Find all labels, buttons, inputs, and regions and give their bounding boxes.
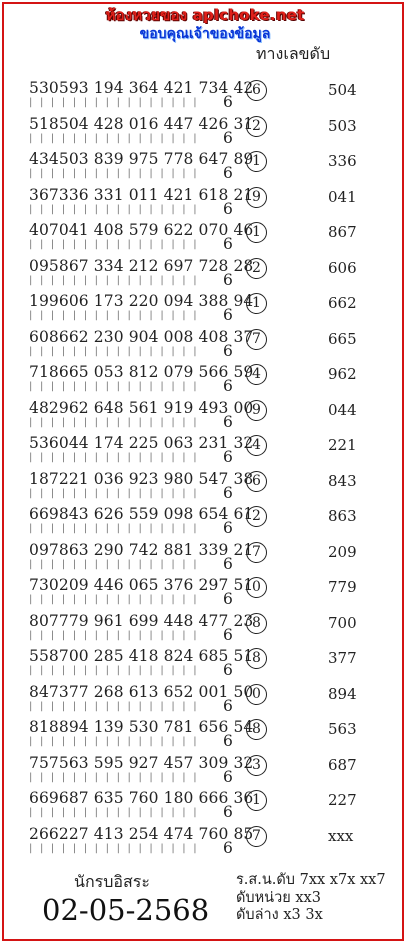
tick-marks: | | | | | | | | | | | | | | | | — [29, 665, 199, 676]
tick-marks: | | | | | | | | | | | | | | | | — [29, 381, 199, 392]
result-number: 041 — [328, 187, 357, 206]
result-number: 863 — [328, 507, 357, 525]
column-heading: ทางเลขดับ — [256, 44, 331, 63]
table-row — [0, 221, 410, 256]
number-suffix: 6 — [223, 625, 233, 644]
circled-digit: 0 — [246, 577, 267, 598]
number-sequence: 199606 173 220 094 388 94 — [29, 292, 254, 310]
table-row — [0, 754, 410, 789]
note-line-2: ดับหน่วย xx3 — [236, 890, 321, 906]
table-row — [0, 115, 410, 150]
tick-marks: | | | | | | | | | | | | | | | | — [29, 736, 199, 747]
table-row — [0, 363, 410, 398]
result-number: 336 — [328, 152, 357, 170]
number-sequence: 367336 331 011 421 618 21 — [29, 185, 254, 204]
number-suffix: 6 — [223, 306, 233, 324]
table-row — [0, 186, 410, 221]
number-sequence: 530593 194 364 421 734 42 — [29, 79, 254, 97]
tick-marks: | | | | | | | | | | | | | | | | — [29, 558, 199, 570]
tick-marks: | | | | | | | | | | | | | | | | — [29, 345, 199, 357]
tick-marks: | | | | | | | | | | | | | | | | — [29, 310, 199, 321]
result-number: 606 — [328, 258, 357, 277]
circled-digit: 3 — [246, 755, 267, 776]
table-row — [0, 292, 410, 327]
number-suffix: 6 — [223, 767, 233, 786]
circled-digit: 7 — [246, 542, 267, 563]
table-row — [0, 612, 410, 647]
tick-marks: | | | | | | | | | | | | | | | | — [29, 771, 199, 783]
number-sequence: 482962 648 561 919 493 00 — [29, 398, 254, 417]
result-number: 867 — [328, 223, 357, 241]
number-suffix: 6 — [223, 696, 233, 715]
tick-marks: | | | | | | | | | | | | | | | | — [29, 842, 199, 854]
number-sequence: 434503 839 975 778 647 89 — [29, 150, 254, 168]
number-suffix: 6 — [223, 448, 233, 466]
result-number: 662 — [328, 294, 357, 312]
table-row — [0, 257, 410, 292]
number-suffix: 6 — [223, 838, 233, 857]
tick-marks: | | | | | | | | | | | | | | | | — [29, 594, 199, 605]
number-suffix: 6 — [223, 199, 233, 218]
result-number: 563 — [328, 720, 357, 738]
number-suffix: 6 — [223, 554, 233, 573]
number-sequence: 407041 408 579 622 070 46 — [29, 221, 254, 239]
note-line-1: ร.ส.น.ดับ 7xx x7x xx7 — [236, 872, 386, 888]
tick-marks: | | | | | | | | | | | | | | | | — [29, 807, 199, 818]
number-sequence: 536044 174 225 063 231 32 — [29, 434, 254, 452]
number-sequence: 558700 285 418 824 685 51 — [29, 647, 254, 665]
table-row — [0, 683, 410, 718]
circled-digit: 1 — [246, 790, 267, 811]
table-row — [0, 647, 410, 682]
result-number: 962 — [328, 365, 357, 383]
result-number: 665 — [328, 329, 357, 348]
number-suffix: 6 — [223, 164, 233, 182]
circled-digit: 8 — [246, 648, 267, 669]
number-sequence: 807779 961 699 448 477 23 — [29, 611, 254, 630]
circled-digit: 2 — [246, 116, 267, 137]
number-suffix: 6 — [223, 377, 233, 395]
number-sequence: 669843 626 559 098 654 61 — [29, 505, 254, 523]
number-suffix: 6 — [223, 270, 233, 289]
tick-marks: | | | | | | | | | | | | | | | | — [29, 452, 199, 463]
circled-digit: 1 — [246, 222, 267, 243]
circled-digit: 8 — [246, 613, 267, 634]
number-suffix: 6 — [223, 341, 233, 360]
result-number: 894 — [328, 684, 357, 703]
number-suffix: 6 — [223, 519, 233, 537]
result-number: 377 — [328, 649, 357, 667]
number-suffix: 6 — [223, 412, 233, 431]
circled-digit: 9 — [246, 400, 267, 421]
result-number: 504 — [328, 81, 357, 99]
author-name: นักรบอิสระ — [74, 872, 150, 891]
table-row — [0, 79, 410, 114]
number-sequence: 518504 428 016 447 426 31 — [29, 114, 254, 133]
result-number: 209 — [328, 542, 357, 561]
header-subtitle: ขอบคุณเจ้าของข้อมูล — [139, 26, 271, 42]
table-row — [0, 718, 410, 753]
number-suffix: 6 — [223, 235, 233, 253]
table-row — [0, 825, 410, 860]
table-row — [0, 399, 410, 434]
number-suffix: 6 — [223, 661, 233, 679]
number-sequence: 818894 139 530 781 656 54 — [29, 718, 254, 736]
table-row — [0, 789, 410, 824]
table-row — [0, 328, 410, 363]
draw-date: 02-05-2568 — [42, 893, 210, 927]
number-suffix: 6 — [223, 732, 233, 750]
number-sequence: 669687 635 760 180 666 36 — [29, 789, 254, 807]
table-row — [0, 150, 410, 185]
number-sequence: 187221 036 923 980 547 38 — [29, 469, 254, 488]
tick-marks: | | | | | | | | | | | | | | | | — [29, 97, 199, 108]
tick-marks: | | | | | | | | | | | | | | | | — [29, 274, 199, 286]
table-row — [0, 541, 410, 576]
result-number: 779 — [328, 578, 357, 596]
note-line-3: ดับล่าง x3 3x — [236, 907, 323, 923]
circled-digit: 2 — [246, 258, 267, 279]
circled-digit: 8 — [246, 719, 267, 740]
table-row — [0, 505, 410, 540]
number-sequence: 097863 290 742 881 339 21 — [29, 540, 254, 559]
result-number: xxx — [328, 826, 354, 845]
number-sequence: 608662 230 904 008 408 37 — [29, 327, 254, 346]
result-number: 044 — [328, 400, 357, 419]
result-number: 700 — [328, 613, 357, 632]
tick-marks: | | | | | | | | | | | | | | | | — [29, 629, 199, 641]
number-sequence: 757563 595 927 457 309 32 — [29, 753, 254, 772]
circled-digit: 0 — [246, 684, 267, 705]
number-sequence: 718665 053 812 079 566 59 — [29, 363, 254, 381]
tick-marks: | | | | | | | | | | | | | | | | — [29, 487, 199, 499]
result-number: 227 — [328, 791, 357, 809]
number-suffix: 6 — [223, 483, 233, 502]
tick-marks: | | | | | | | | | | | | | | | | — [29, 168, 199, 179]
table-row — [0, 434, 410, 469]
number-suffix: 6 — [223, 93, 233, 111]
number-sequence: 730209 446 065 376 297 51 — [29, 576, 254, 594]
number-suffix: 6 — [223, 803, 233, 821]
tick-marks: | | | | | | | | | | | | | | | | — [29, 203, 199, 215]
tick-marks: | | | | | | | | | | | | | | | | — [29, 523, 199, 534]
circled-digit: 9 — [246, 187, 267, 208]
table-row — [0, 576, 410, 611]
number-sequence: 847377 268 613 652 001 50 — [29, 682, 254, 701]
tick-marks: | | | | | | | | | | | | | | | | — [29, 239, 199, 250]
circled-digit: 2 — [246, 506, 267, 527]
number-sequence: 266227 413 254 474 760 85 — [29, 824, 254, 843]
circled-digit: 1 — [246, 293, 267, 314]
circled-digit: 4 — [246, 364, 267, 385]
circled-digit: 7 — [246, 826, 267, 847]
number-sequence: 095867 334 212 697 728 28 — [29, 256, 254, 275]
number-suffix: 6 — [223, 128, 233, 147]
circled-digit: 4 — [246, 435, 267, 456]
tick-marks: | | | | | | | | | | | | | | | | — [29, 132, 199, 144]
circled-digit: 1 — [246, 151, 267, 172]
number-suffix: 6 — [223, 590, 233, 608]
result-number: 503 — [328, 116, 357, 135]
tick-marks: | | | | | | | | | | | | | | | | — [29, 700, 199, 712]
result-number: 221 — [328, 436, 357, 454]
circled-digit: 6 — [246, 471, 267, 492]
result-number: 843 — [328, 471, 357, 490]
tick-marks: | | | | | | | | | | | | | | | | — [29, 416, 199, 428]
header-title: ห้องหวยของ aplchoke.net — [105, 6, 305, 24]
circled-digit: 7 — [246, 329, 267, 350]
table-row — [0, 470, 410, 505]
result-number: 687 — [328, 755, 357, 774]
circled-digit: 6 — [246, 80, 267, 101]
